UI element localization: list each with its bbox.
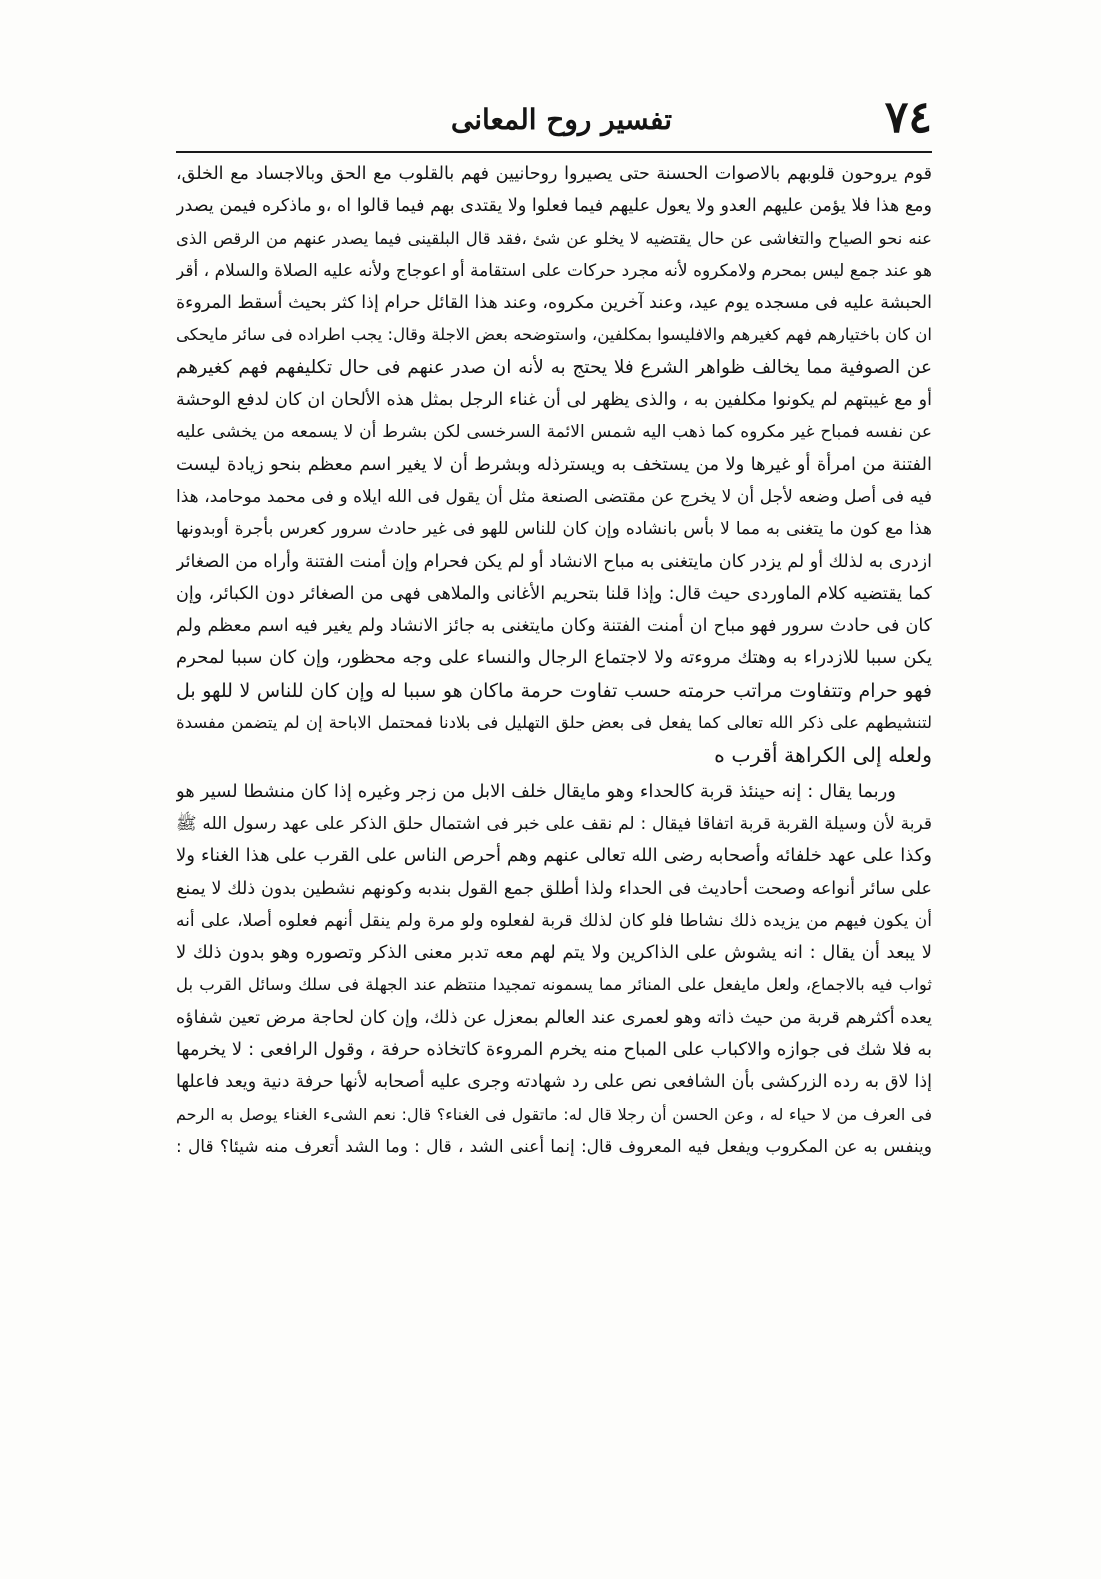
text-line: قربة لأن وسيلة القربة قربة اتفاقا فيقال : لم نقف على خبر فى اشتمال حلق الذكر على عهد رسول الله ﷺ (176, 813, 932, 834)
text-line: به فلا شك فى جوازه والاكباب على المباح منه يخرم المروءة كاتخاذه حرفة ، وقول الرافعى : لا يخرمها (176, 1039, 932, 1061)
text-line: كان فى حادث سرور فهو مباح ان أمنت الفتنة وكان مايتغنى به جائز الانشاد ولم يغير فيه اسم معظم ولم (176, 616, 932, 637)
text-line: عنه نحو الصياح والتغاشى عن حال يقتضيه لا يخلو عن شئ ،فقد قال البلقينى فيما يصدر عنهم من الرقص الذى (176, 228, 932, 248)
text-line: ازدرى به لذلك أو لم يزدر كان مايتغنى به مباح الانشاد أو لم يكن فحرام وإن أمنت الفتنة وأراه من الصغائر (176, 551, 932, 572)
text-line: يكن سببا للازدراء به وهتك مروءته ولا لاجتماع الرجال والنساء على وجه محظور، وإن كان سببا لمحرم (176, 647, 932, 669)
text-line: قوم يروحون قلوبهم بالاصوات الحسنة حتى يصيروا روحانيين فهم بالقلوب مع الحق وبالاجساد مع الخلق، (176, 164, 932, 184)
page-number: ٧٤ (884, 92, 932, 143)
text-line: كما يقتضيه كلام الماوردى حيث قال: وإذا قلنا بتحريم الأغانى والملاهى فهى من الصغائر دون الكبائر، وإن (176, 583, 932, 604)
text-line: أن يكون فيهم من يزيده ذلك نشاطا فلو كان لذلك قربة لفعلوه ولو مرة ولم ينقل أنهم فعلوه أصلا، على أنه (176, 910, 932, 931)
text-line: ولعله إلى الكراهة أقرب ه (714, 743, 932, 768)
running-title: تفسير روح المعانى (450, 103, 672, 136)
text-line: يعده أكثرهم قربة من حيث ذاته وهو لعمرى عند العالم بمعزل عن ذلك، وإن كان لحاجة مرض تعين شفاؤه (176, 1007, 932, 1028)
text-line: ثواب فيه بالاجماع، ولعل مايفعل على المنائر مما يسمونه تمجيدا منتظم عند الجهلة فى سلك وسائل القرب بل (176, 975, 932, 995)
text-line: أو مع غيبتهم لم يكونوا مكلفين به ، والذى يظهر لى أن غناء الرجل بمثل هذه الألحان ان كان لدفع الوحشة (176, 390, 932, 411)
body-text (176, 158, 932, 1163)
text-line: لتنشيطهم على ذكر الله تعالى كما يفعل فى بعض حلق التهليل فى بلادنا فمحتمل الاباحة إن لم يتضمن مفسدة (176, 713, 932, 733)
text-line: ان كان باختيارهم فهم كغيرهم والافليسوا بمكلفين، واستوضحه بعض الاجلة وقال: يجب اطراده فى سائر مايحكى (176, 325, 932, 345)
text-line: فهو حرام وتتفاوت مراتب حرمته حسب تفاوت حرمة ماكان هو سببا له وإن كان للناس لا للهو بل (176, 679, 932, 702)
text-line: هذا مع كون ما يتغنى به مما لا بأس بانشاده وإن كان للناس للهو فى غير حادث سرور كعرس بأجرة أوبدونها (176, 519, 932, 540)
text-line: وكذا على عهد خلفائه وأصحابه رضى الله تعالى عنهم وهم أحرص الناس على القرب على هذا الغناء ولا (176, 845, 932, 867)
text-line: إذا لاق به رده الزركشى بأن الشافعى نص على رد شهادته وجرى عليه أصحابه لأنها حرفة دنية ويعد فاعلها (176, 1072, 932, 1093)
text-line: الفتنة من امرأة أو غيرها ولا من يستخف به ويسترذله وبشرط أن لا يغير اسم معظم بنحو زيادة ليست (176, 453, 932, 475)
text-line: الحبشة عليه فى مسجده يوم عيد، وعند آخرين مكروه، وعند هذا القائل حرام إذا كثر بحيث أسقط المروءة (176, 293, 932, 314)
page-header (176, 92, 932, 150)
text-line: عن نفسه فمباح غير مكروه كما ذهب اليه شمس الائمة السرخسى لكن بشرط أن لا يسمعه من يخشى عليه (176, 422, 932, 443)
header-rule (176, 151, 932, 153)
text-line: هو عند جمع ليس بمحرم ولامكروه لأنه مجرد حركات على استقامة أو اعوجاج ولأنه عليه الصلاة والسلام ، أقر (176, 260, 932, 281)
paragraph-start-line: وربما يقال : إنه حينئذ قربة كالحداء وهو مايقال خلف الابل من زجر وغيره إذا كان منشطا لسير هو (176, 780, 896, 802)
text-line: فيه فى أصل وضعه لأجل أن لا يخرج عن مقتضى الصنعة مثل أن يقول فى الله ايلاه و فى محمد موحامد، هذا (176, 486, 932, 507)
text-line: على سائر أنواعه وصحت أحاديث فى الحداء ولذا أطلق جمع القول بندبه وكونهم نشطين بدون ذلك لا يمنع (176, 878, 932, 899)
text-line: وينفس به عن المكروب ويفعل فيه المعروف قال: إنما أعنى الشد ، قال : وما الشد أتعرف منه شيئا؟ قال : (176, 1136, 932, 1157)
text-line: عن الصوفية مما يخالف ظواهر الشرع فلا يحتج به لأنه ان صدر عنهم فى حال تكليفهم فهم كغيرهم (176, 356, 932, 378)
text-line: ومع هذا فلا يؤمن عليهم العدو ولا يعول عليهم فيما فعلوا ولا يقتدى بهم فيما قالوا اه ،و ماذكره فيمن يصدر (176, 196, 932, 217)
text-line: لا يبعد أن يقال : انه يشوش على الذاكرين ولا يتم لهم معه تدبر معنى الذكر وتصوره وهو بدون ذلك لا (176, 942, 932, 964)
text-line: فى العرف من لا حياء له ، وعن الحسن أن رجلا قال له: ماتقول فى الغناء؟ قال: نعم الشىء الغناء يوصل به الرحم (176, 1104, 932, 1124)
